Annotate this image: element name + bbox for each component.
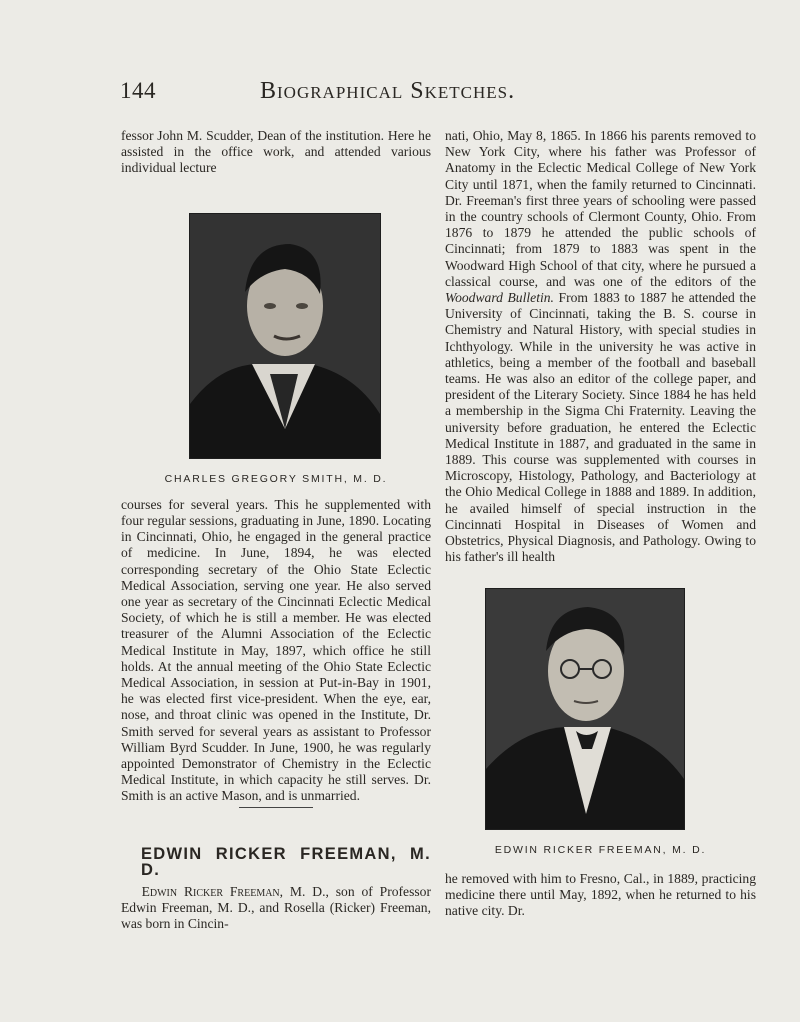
running-head: Biographical Sketches. <box>260 78 516 104</box>
right-column <box>445 128 756 919</box>
page-header <box>120 78 720 108</box>
figure-caption: CHARLES GREGORY SMITH, M. D. <box>164 472 388 485</box>
paragraph: courses for several years. This he supplemented with four regular sessions, graduating in June, 1890. Locating in Cincinnati, Ohio, he engaged in the general practice of medicine. In June, 1894, he was elected corresponding secretary of the Ohio State Eclectic Medical Association, serving one year. He also served one year as secretary of the Cincinnati Eclectic Medical Society, of which he is still a member. He was elected treasurer of the Alumni Association of the Eclectic Medical Institute in May, 1897, which office he still holds. At the annual meeting of the Ohio State Eclectic Medical Association, in session at Put-in-Bay in 1901, he was elected first vice-president. When the eye, ear, nose, and throat clinic was opened in the Institute, Dr. Smith served for several years as assistant to Professor William Byrd Scudder. In June, 1900, he was regularly appointed Demonstrator of Chemistry in the Eclectic Medical Institute, in which capacity he still serves. Dr. Smith is an active Mason, and is unmarried. <box>121 496 431 804</box>
paragraph-text: M. D., son of Professor Edwin Freeman, M. D., and Rosella (Ricker) Freeman, was born in Cincin- <box>121 884 431 932</box>
left-column <box>121 128 431 933</box>
person-name: Edwin Ricker Freeman, <box>141 884 284 900</box>
paragraph: he removed with him to Fresno, Cal., in 1889, practicing medicine there until May, 1892, when he returned to his native city. Dr. <box>445 870 756 919</box>
publication-title: Woodward Bulletin. <box>445 290 554 306</box>
page-number: 144 <box>120 78 156 103</box>
paragraph: fessor John M. Scudder, Dean of the institution. Here he assisted in the office work, and attended various individual lecture <box>121 128 431 176</box>
divider <box>239 807 313 808</box>
figure-caption: EDWIN RICKER FREEMAN, M. D. <box>494 844 707 857</box>
paragraph-text: nati, Ohio, May 8, 1865. In 1866 his parents removed to New York City, where his father was Professor of Anatomy in the Eclectic Medical College of New York City until 1871, when the family returned to Cincinnati. Dr. Freeman's first three years of schooling were passed in the country schools of Clermont County, Ohio. From 1876 to 1879 he attended the public schools of Cincinnati; from 1879 to 1883 was spent in the Woodward High School of that city, where he pursued a classical course, and was one of the editors of the <box>445 128 756 289</box>
paragraph-text: From 1883 to 1887 he attended the University of Cincinnati, taking the B. S. course in Chemistry and Natural History, with special studies in Ichthyology. While in the university he was active in athletics, being a member of the football and baseball teams. He was also an editor of the college paper, and president of the Literary Society. Since 1884 he has held a membership in the Sigma Chi Fraternity. Leaving the university before graduation, he entered the Eclectic Medical Institute in 1887, and graduated in the same in 1889. This course was supplemented with courses in Microscopy, Histology, Pathology, and Bacteriology at the Ohio Medical College in 1888 and 1889. In addition, he availed himself of special instruction in the Cincinnati Hospital in Diseases of Women and Obstetrics, Physical Diagnosis, and Pathology. Owing to his father's ill health <box>445 290 756 565</box>
section-title: EDWIN RICKER FREEMAN, M. D. <box>141 844 431 879</box>
paragraph <box>121 884 431 933</box>
paragraph <box>445 128 756 565</box>
portrait-photo-smith <box>189 213 381 459</box>
portrait-photo-freeman <box>485 588 685 830</box>
